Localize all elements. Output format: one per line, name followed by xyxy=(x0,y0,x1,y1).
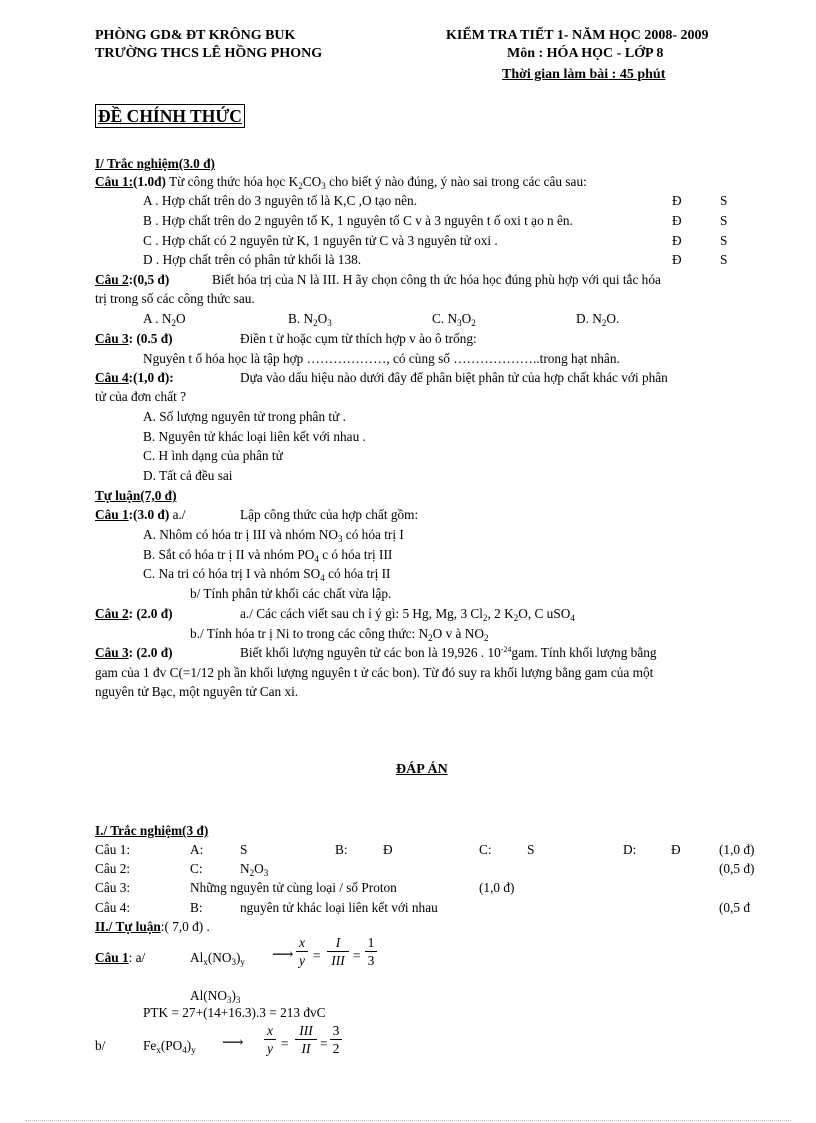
t1-item-c-end: có hóa trị II xyxy=(324,566,391,581)
q1-mark-d-a: Đ xyxy=(672,193,682,208)
q1-option-d: D . Hợp chất trên có phân tử khối là 138. xyxy=(143,252,362,267)
ans-r1-score: (1,0 đ) xyxy=(719,842,755,857)
ans-r4-b: B: xyxy=(190,900,203,915)
ans-t1-frac1-den: y xyxy=(299,953,305,968)
ans-r2-n: N xyxy=(240,861,250,876)
ans-t1-arrow: ⟶ xyxy=(272,947,294,963)
q4-score: :(1,0 đ): xyxy=(128,370,174,385)
q2-b-sub2: 3 xyxy=(327,318,332,328)
t1-a-label: a./ xyxy=(169,507,186,522)
t2-label: Câu 2 xyxy=(95,606,129,621)
q2-label: Câu 2 xyxy=(95,272,129,287)
essay-3 xyxy=(95,644,173,661)
ans-t1-b-label: b/ xyxy=(95,1038,106,1053)
t1-item-c-sub: 4 xyxy=(320,573,325,583)
q1-mark-d-b: Đ xyxy=(672,213,682,228)
ans-t1-bfrac1 xyxy=(264,1023,276,1056)
ans-r3-score: (1,0 đ) xyxy=(479,880,515,895)
ans-t1-frac2-den: III xyxy=(331,953,345,968)
q2-a-end: O xyxy=(175,311,186,326)
question-2 xyxy=(95,271,169,288)
q2-d-sub: 2 xyxy=(601,318,607,328)
t3-sup: -24 xyxy=(500,645,512,654)
ans-t1-bfrac1-den: y xyxy=(267,1041,273,1056)
ans-t1-frac3 xyxy=(365,935,377,968)
t1-item-c xyxy=(143,565,390,582)
t1-item-b xyxy=(143,546,392,563)
q4-option-b: B. Nguyên tử khác loại liên kết với nhau . xyxy=(143,429,366,444)
q2-option-a xyxy=(143,310,186,327)
q2-b-mid: O xyxy=(317,311,328,326)
q4-text-2: tử của đơn chất ? xyxy=(95,389,187,404)
q1-text-a: Từ công thức hóa học K xyxy=(165,174,299,189)
ans-t1-bfrac3 xyxy=(330,1023,342,1056)
ans-r2-score: (0,5 đ) xyxy=(719,861,755,876)
q1-text-c: cho biết ý nào đúng, ý nào sai trong các câu sau: xyxy=(325,174,587,189)
question-1 xyxy=(95,173,587,190)
ans-r2-c: C: xyxy=(190,861,203,876)
header-exam-title: KIỂM TRA TIẾT 1- NĂM HỌC 2008- 2009 xyxy=(446,28,709,43)
q3-label: Câu 3 xyxy=(95,331,129,346)
question-4 xyxy=(95,369,174,386)
q1-sub2: 3 xyxy=(321,181,326,191)
q2-text: Biết hóa trị của N là III. H ãy chọn công th ức hóa học đúng phù hợp với qui tắc hóa xyxy=(212,272,661,287)
ans-t1-result-text: Al(NO xyxy=(190,988,227,1003)
t1-label: Câu 1 xyxy=(95,507,129,522)
q1-label: Câu 1: xyxy=(95,174,134,189)
t2-a xyxy=(240,605,575,622)
page-bottom-border xyxy=(25,1120,791,1121)
t2-b xyxy=(190,625,488,642)
t2-a-s3: 4 xyxy=(570,613,575,623)
ans-t1-frac2 xyxy=(327,935,349,968)
q1-mark-s-c: S xyxy=(720,233,728,248)
question-3 xyxy=(95,330,173,347)
ans-t1-b-formula xyxy=(143,1037,196,1054)
q2-text-2: trị trong số các công thức sau. xyxy=(95,291,255,306)
q2-score: :(0,5 đ) xyxy=(128,272,170,287)
ans-t1-bfmid: (PO xyxy=(160,1038,183,1053)
q4-text: Dựa vào dấu hiệu nào dưới đây để phân biệt phân tử của hợp chất khác với phân xyxy=(240,370,668,385)
t3-text xyxy=(240,644,657,661)
ans-r1-label: Câu 1: xyxy=(95,842,131,857)
ans-t1-bf-fe: Fe xyxy=(143,1038,157,1053)
t2-b-m: O v à NO xyxy=(432,626,484,641)
ans-r3-text: Những nguyên tử cùng loại / số Proton xyxy=(190,880,397,895)
t1-item-a xyxy=(143,526,404,543)
ans-t1-fmid: (NO xyxy=(207,950,232,965)
ans-t1-result-sub: 3 xyxy=(226,995,232,1005)
ans-t1-bfrac2 xyxy=(295,1023,317,1056)
part2-title: Tự luận(7,0 đ) xyxy=(95,488,177,503)
t1-item-a-text: A. Nhôm có hóa tr ị III và nhóm NO xyxy=(143,527,338,542)
ans-part2-title xyxy=(95,918,210,935)
ans-r1-c-val: S xyxy=(527,842,535,857)
ans-t1-formula-al: Al xyxy=(190,950,204,965)
t2-a-s2: 2 xyxy=(513,613,519,623)
ans-r2-sub1: 2 xyxy=(249,868,255,878)
header-school: TRƯỜNG THCS LÊ HỒNG PHONG xyxy=(95,46,323,61)
t1-item-b-end: c ó hóa trị III xyxy=(318,547,393,562)
header-time: Thời gian làm bài : 45 phút xyxy=(502,67,666,82)
ans-r1-c: C: xyxy=(479,842,492,857)
t2-b-s1: 2 xyxy=(428,633,433,643)
t2-a-m: , 2 K xyxy=(487,606,514,621)
ans-t1-frac2-num: I xyxy=(335,935,341,950)
ans-t1-bfrac1-num: x xyxy=(267,1023,273,1038)
official-exam-box: ĐỀ CHÍNH THỨC xyxy=(95,104,245,128)
t1-score: :(3.0 đ) xyxy=(128,507,170,522)
ans-t1-fx: x xyxy=(203,957,208,967)
q3-text: Điền t ừ hoặc cụm từ thích hợp v ào ô trống: xyxy=(240,331,477,346)
essay-2 xyxy=(95,605,173,622)
ans-t1-frac1 xyxy=(296,935,308,968)
t2-a-m2: O, C uSO xyxy=(518,606,571,621)
part1-title: I/ Trắc nghiệm(3.0 đ) xyxy=(95,156,215,171)
essay-1 xyxy=(95,506,186,523)
ans-t1-result-sub2: 3 xyxy=(235,995,241,1005)
ans-t1-f3: 3 xyxy=(231,957,236,967)
ans-t1-formula xyxy=(190,949,245,966)
q4-option-d: D. Tất cả đều sai xyxy=(143,468,233,483)
t2-b-s2: 2 xyxy=(483,633,489,643)
ans-t1-result-end: ) xyxy=(231,988,236,1003)
q1-option-c: C . Hợp chất có 2 nguyên tử K, 1 nguyên tử C và 3 nguyên tử oxi . xyxy=(143,233,498,248)
ans-t1-eq1: = xyxy=(313,948,321,963)
q2-a-sub: 2 xyxy=(171,318,176,328)
q1-mark-s-a: S xyxy=(720,193,728,208)
q2-d-text: D. N xyxy=(576,311,602,326)
q3-line-2: Nguyên t ố hóa học là tập hợp ………………, có cùng số ………………..trong hạt nhân. xyxy=(143,351,620,366)
ans-t1-fend: ) xyxy=(235,950,241,965)
ans-t1-bf4: 4 xyxy=(182,1045,187,1055)
t2-a-text: a./ Các cách viết sau ch ỉ ý gì: 5 Hg, Mg, 3 Cl xyxy=(240,606,483,621)
ans-t1-ptk: PTK = 27+(14+16.3).3 = 213 đvC xyxy=(143,1005,326,1020)
ans-t1-fy: y xyxy=(240,957,245,967)
q2-b-text: B. N xyxy=(288,311,314,326)
t1-item-b-sub: 4 xyxy=(314,554,319,564)
ans-t1-bfrac3-num: 3 xyxy=(332,1023,340,1038)
q1-mark-s-b: S xyxy=(720,213,728,228)
ans-t1-a-label: : a/ xyxy=(128,950,146,965)
answers-title: ĐÁP ÁN xyxy=(396,762,448,777)
ans-part2-title-text: II./ Tự luận xyxy=(95,919,161,934)
ans-t1-result xyxy=(190,987,240,1004)
ans-r1-a: A: xyxy=(190,842,204,857)
ans-part1-title: I./ Trắc nghiệm(3 đ) xyxy=(95,823,209,838)
ans-r1-b-val: Đ xyxy=(383,842,393,857)
q2-option-d xyxy=(576,310,619,327)
ans-r1-d: D: xyxy=(623,842,637,857)
ans-r1-a-val: S xyxy=(240,842,248,857)
ans-t1-bfrac2-num: III xyxy=(299,1023,313,1038)
ans-t1-beq2: = xyxy=(320,1036,328,1051)
ans-r4-label: Câu 4: xyxy=(95,900,131,915)
q1-text-b: CO xyxy=(302,174,322,189)
t3-text-a: Biết khối lượng nguyên tử các bon là 19,926 . 10 xyxy=(240,645,501,660)
ans-r2-formula xyxy=(240,860,268,877)
t1-item-b-text: B. Sắt có hóa tr ị II và nhóm PO xyxy=(143,547,315,562)
t2-b-text: b./ Tính hóa tr ị Ni to trong các công thức: N xyxy=(190,626,429,641)
t3-line-3: nguyên tử Bạc, một nguyên tử Can xi. xyxy=(95,684,299,699)
header-subject: Môn : HÓA HỌC - LỚP 8 xyxy=(507,46,664,61)
q2-option-c xyxy=(432,310,476,327)
q1-mark-d-c: Đ xyxy=(672,233,682,248)
ans-t1-bfy: y xyxy=(191,1045,196,1055)
q2-d-end: O. xyxy=(606,311,620,326)
t1-b: b/ Tính phân tử khối các chất vừa lập. xyxy=(190,586,392,601)
q3-score: : (0.5 đ) xyxy=(128,331,173,346)
ans-t1-bfend: ) xyxy=(186,1038,192,1053)
ans-r2-sub2: 3 xyxy=(263,868,269,878)
t1-item-c-text: C. Na tri có hóa trị I và nhóm SO xyxy=(143,566,321,581)
t3-text-end: gam. Tính khối lượng bằng xyxy=(511,645,657,660)
q1-mark-d-d: Đ xyxy=(672,252,682,267)
ans-t1-bfrac3-den: 2 xyxy=(332,1041,340,1056)
t1-a-text: Lập công thức của hợp chất gồm: xyxy=(240,507,419,522)
q2-c-mid: O xyxy=(461,311,472,326)
ans-t1-label: Câu 1 xyxy=(95,950,129,965)
ans-part2-score: :( 7,0 đ) . xyxy=(160,919,210,934)
t1-item-a-sub: 3 xyxy=(337,534,343,544)
q4-label: Câu 4 xyxy=(95,370,129,385)
ans-t1-frac3-den: 3 xyxy=(367,953,375,968)
ans-t1-frac1-num: x xyxy=(299,935,305,950)
q4-option-a: A. Số lượng nguyên tử trong phân tử . xyxy=(143,409,346,424)
header-department: PHÒNG GD& ĐT KRÔNG BUK xyxy=(95,28,296,43)
ans-t1-frac3-num: 1 xyxy=(367,935,375,950)
ans-t1-eq2: = xyxy=(353,948,361,963)
ans-t1-beq1: = xyxy=(281,1036,289,1051)
q2-b-sub1: 2 xyxy=(313,318,318,328)
ans-r2-o: O xyxy=(254,861,264,876)
q1-option-b: B . Hợp chất trên do 2 nguyên tố K, 1 nguyên tố C v à 3 nguyên t ố oxi t ạo n ên. xyxy=(143,213,573,228)
q2-c-sub1: 3 xyxy=(457,318,462,328)
ans-r4-score: (0,5 đ xyxy=(719,900,751,915)
q2-c-sub2: 2 xyxy=(471,318,476,328)
t3-line-2: gam của 1 đv C(=1/12 ph ần khối lượng nguyên t ử các bon). Từ đó suy ra khối lượng bằng gam của một xyxy=(95,665,654,680)
ans-r2-label: Câu 2: xyxy=(95,861,131,876)
ans-r1-d-val: Đ xyxy=(671,842,681,857)
t2-a-s1: 2 xyxy=(483,613,488,623)
t2-score: : (2.0 đ) xyxy=(128,606,173,621)
ans-t1-b-arrow: ⟶ xyxy=(222,1035,244,1051)
q1-sub1: 2 xyxy=(298,181,303,191)
ans-t1-bfrac2-den: II xyxy=(301,1041,311,1056)
q2-option-b xyxy=(288,310,332,327)
t3-score: : (2.0 đ) xyxy=(128,645,173,660)
ans-r4-text: nguyên tử khác loại liên kết với nhau xyxy=(240,900,438,915)
q1-option-a: A . Hợp chất trên do 3 nguyên tố là K,C ,O tạo nên. xyxy=(143,193,418,208)
ans-r1-b: B: xyxy=(335,842,348,857)
ans-t1-bfx: x xyxy=(156,1045,161,1055)
t3-label: Câu 3 xyxy=(95,645,129,660)
q1-score: (1.0đ) xyxy=(133,174,166,189)
ans-r3-label: Câu 3: xyxy=(95,880,131,895)
q4-option-c: C. H ình dạng của phân tử xyxy=(143,448,283,463)
q2-a-text: A . N xyxy=(143,311,172,326)
t1-item-a-end: có hóa trị I xyxy=(342,527,404,542)
q1-mark-s-d: S xyxy=(720,252,728,267)
q2-c-text: C. N xyxy=(432,311,458,326)
ans-t1-a xyxy=(95,949,145,966)
